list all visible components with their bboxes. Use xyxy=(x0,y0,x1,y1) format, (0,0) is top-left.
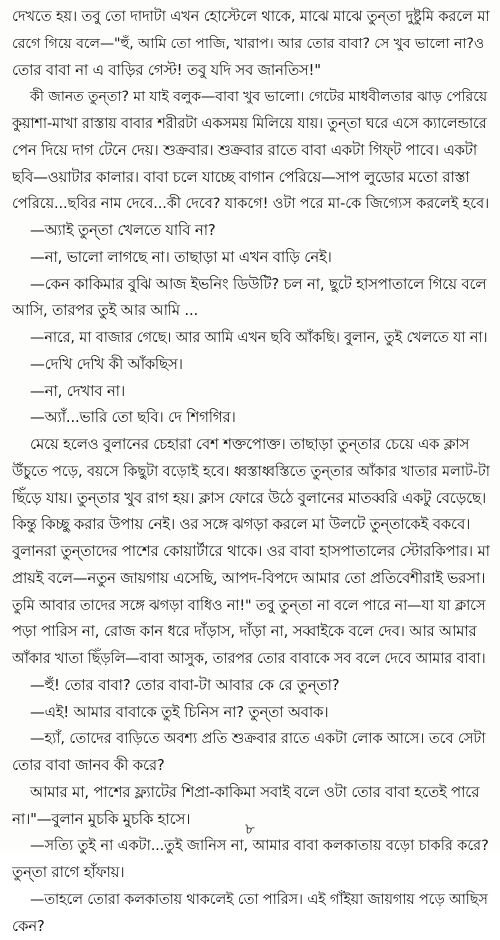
text-line: তোর বাবা না এ বাড়ির গেস্ট! তবু যদি সব জানতিস!" xyxy=(12,58,490,85)
text-line: —অ্যাঁ...ভারি তো ছবি। দে শিগগির। xyxy=(12,405,490,432)
text-line: —কেন কাকিমার বুঝি আজ ইভনিং ডিউটি? চল না, ছুটে হাসপাতালে গিয়ে বলে xyxy=(12,272,490,299)
text-line: —তাহলে তোরা কলকাতায় থাকলেই তো পারিস। এই গাঁইয়া জায়গায় পড়ে আছিস xyxy=(12,887,490,914)
text-line: —হুঁ! তোর বাবা? তোর বাবা-টা আবার কে রে তুন্‌তা? xyxy=(12,673,490,700)
text-line: উঁচুতে পড়ে, বয়সে কিছুটা বড়োই হবে। ধ্বস্তাধ্বস্তিতে তুন্‌তার আঁকার খাতার মলাট-টা xyxy=(12,459,490,486)
text-line: —দেখি দেখি কী আঁকছিস। xyxy=(12,352,490,379)
text-line: পেন দিয়ে দাগ টেনে দেয়। শুক্রবার। শুক্রবার রাতে বাবা একটা গিফ্‌ট পাবে। একটা xyxy=(12,138,490,165)
text-line: ছিঁড়ে যায়। তুন্‌তার খুব রাগ হয়। ক্লাস ফোরে উঠে বুলানের মাতব্বরি একটু বেড়েছে। xyxy=(12,486,490,513)
text-line: আসি, তারপর তুই আর আমি ... xyxy=(12,298,490,325)
text-line: কুয়াশা-মাখা রাস্তায় বাবার শরীরটা একসময় মিলিয়ে যায়। তুন্‌তা ঘরে এসে ক্যালেন্ডারে xyxy=(12,111,490,138)
text-line: আমার মা, পাশের ফ্ল্যাটের শিপ্রা-কাকিমা সবাই বলে ওটা তোর বাবা হতেই পারে xyxy=(12,780,490,807)
text-line: —না, দেখাব না। xyxy=(12,379,490,406)
text-line: কিন্তু কিচ্ছু করার উপায় নেই। ওর সঙ্গে ঝগড়া করলে মা উলটে তুন্‌তাকেই বকবে। xyxy=(12,512,490,539)
text-line: দেখতে হয়। তবু তো দাদাটা এখন হোস্টেলে থাকে, মাঝে মাঝে তুন্‌তা দুষ্টুমি করলে মা xyxy=(12,4,490,31)
text-line: —সত্যি তুই না একটা...তুই জানিস না, আমার বাবা কলকাতায় বড়ো চাকরি করে? xyxy=(12,833,490,860)
text-line: ছবি—ওয়াটার কালার। বাবা চলে যাচ্ছে বাগান পেরিয়ে—সাপ লুডোর মতো রাস্তা xyxy=(12,165,490,192)
text-line: তুমি আবার তাদের সঙ্গে ঝগড়া বাধিও না!" তবু তুন্‌তা না বলে পারে না—যা যা ক্লাসে xyxy=(12,593,490,620)
text-line: বুলানরা তুন্‌তাদের পাশের কোয়ার্টারে থাকে। ওর বাবা হাসপাতালের স্টোরকিপার। মা xyxy=(12,539,490,566)
text-line: কী জানত তুন্‌তা? মা যাই বলুক—বাবা খুব ভালো। গেটের মাধবীলতার ঝাড় পেরিয়ে xyxy=(12,84,490,111)
text-line: —নারে, মা বাজার গেছে। আর আমি এখন ছবি আঁকছি। বুলান, তুই খেলতে যা না। xyxy=(12,325,490,352)
text-line: —অ্যাই তুন্‌তা খেলতে যাবি না? xyxy=(12,218,490,245)
text-line: তুন্‌তা রাগে হাঁফায়। xyxy=(12,860,490,887)
text-line: —না, ভালো লাগছে না। তাছাড়া মা এখন বাড়ি নেই। xyxy=(12,245,490,272)
text-line: তোর বাবা জানব কী করে? xyxy=(12,753,490,780)
text-line: —হ্যাঁ, তোদের বাড়িতে অবশ্য প্রতি শুক্রবার রাতে একটা লোক আসে। তবে সেটা xyxy=(12,726,490,753)
text-line: মেয়ে হলেও বুলানের চেহারা বেশ শক্তপোক্ত। তাছাড়া তুন্‌তার চেয়ে এক ক্লাস xyxy=(12,432,490,459)
text-line: প্রায়ই বলে—নতুন জায়গায় এসেছি, আপদ-বিপদে আমার তো প্রতিবেশীরাই ভরসা। xyxy=(12,566,490,593)
text-line: রেগে গিয়ে বলে—"হুঁ, আমি তো পাজি, খারাপ। আর তোর বাবা? সে খুব ভালো না?ও xyxy=(12,31,490,58)
page-number: ৮ xyxy=(0,818,500,843)
text-line: —এই! আমার বাবাকে তুই চিনিস না? তুন্‌তা অবাক। xyxy=(12,700,490,727)
text-line: পড়া পারিস না, রোজ কান ধরে দাঁড়াস, দাঁড়া না, সব্বাইকে বলে দেব। আর আমার xyxy=(12,619,490,646)
body-text xyxy=(12,4,490,940)
text-line: পেরিয়ে...ছবির নাম দেবে...কী দেবে? যাকগে! ওটা পরে মা-কে জিগ্যেস করলেই হবে। xyxy=(12,191,490,218)
text-line: না।"—বুলান মুচকি মুচকি হাসে। xyxy=(12,807,490,834)
text-line: আঁকার খাতা ছিঁড়লি—বাবা আসুক, তারপর তোর বাবাকে সব বলে দেবে আমার বাবা। xyxy=(12,646,490,673)
text-line: কেন? xyxy=(12,914,490,940)
